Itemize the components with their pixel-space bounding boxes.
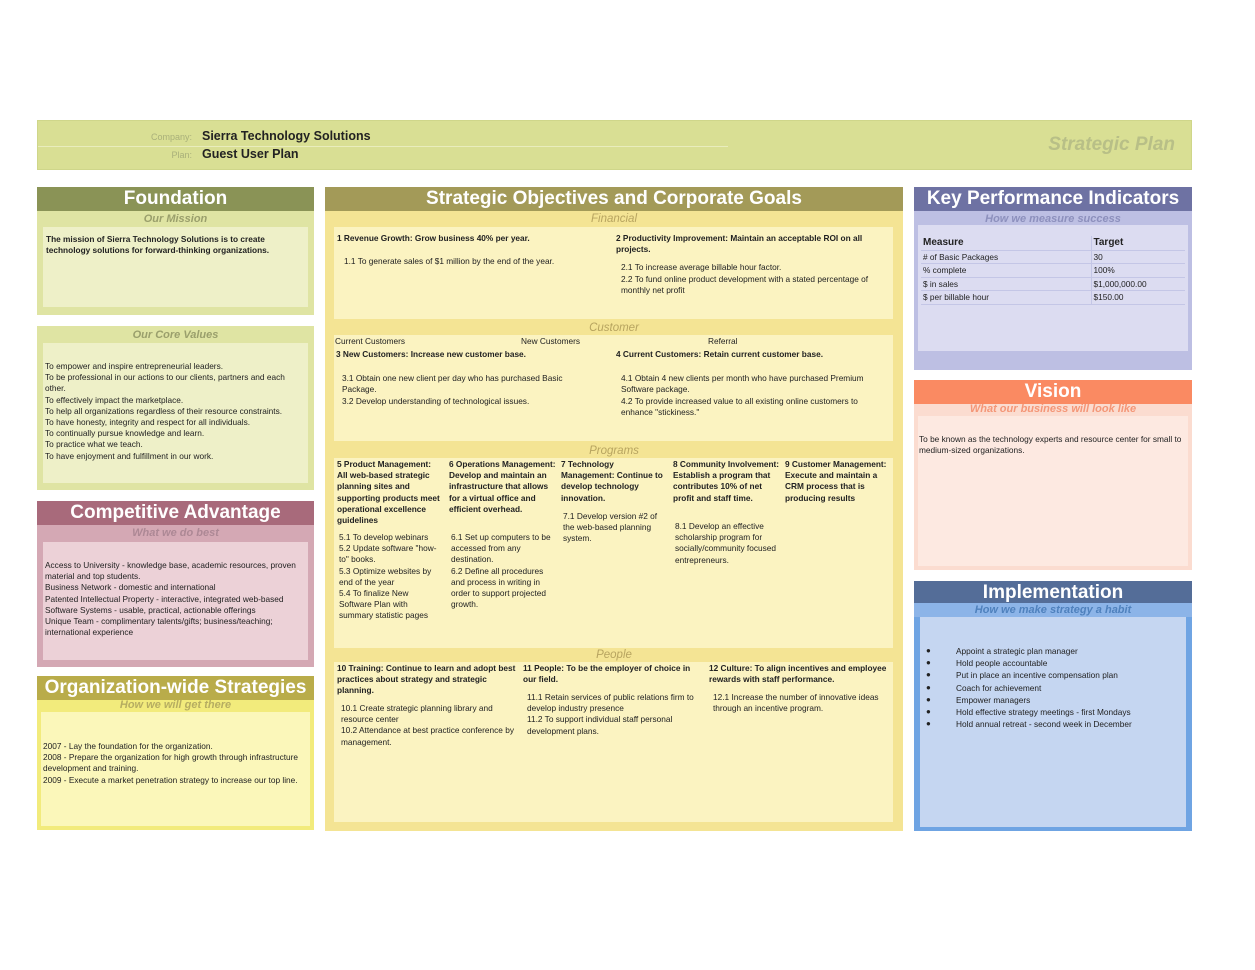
list-item bbox=[920, 669, 1186, 681]
plan-header bbox=[37, 120, 1192, 170]
goal-item: 5.4 To finalize New Software Plan with summary statistic pages bbox=[339, 588, 428, 621]
list-item bbox=[920, 694, 1186, 706]
strategic-objectives-panel bbox=[325, 187, 903, 831]
bullet-icon: ● bbox=[926, 707, 931, 717]
advantage-item: Unique Team - complimentary talents/gifts; business/teaching; international experience bbox=[45, 616, 273, 638]
core-values-box[interactable] bbox=[43, 343, 308, 483]
goal-4 bbox=[616, 349, 888, 418]
list-item bbox=[920, 645, 1186, 657]
goal-title: 10 Training: Continue to learn and adopt best practices about strategy and strategic planning. bbox=[337, 663, 516, 696]
company-label: Company: bbox=[150, 132, 192, 142]
bullet-icon: ● bbox=[926, 646, 931, 655]
goal-item: 11.2 To support individual staff personal development plans. bbox=[527, 714, 673, 736]
vision-title: Vision bbox=[914, 380, 1192, 404]
goal-item: 4.1 Obtain 4 new clients per month who have purchased Premium Software package. bbox=[621, 373, 864, 395]
competitive-advantage-title: Competitive Advantage bbox=[37, 501, 314, 525]
implementation-list bbox=[920, 645, 1186, 730]
goal-item: 12.1 Increase the number of innovative ideas through an incentive program. bbox=[713, 692, 879, 714]
customer-col-new: New Customers bbox=[521, 336, 581, 346]
goal-item: 2.2 To fund online product development with a stated percentage of monthly net profit bbox=[621, 273, 869, 295]
kpi-measure: $ per billable hour bbox=[921, 291, 1091, 305]
goal-2 bbox=[616, 233, 888, 296]
goal-title: 1 Revenue Growth: Grow business 40% per year. bbox=[337, 233, 530, 243]
list-item bbox=[920, 706, 1186, 718]
vision-panel bbox=[914, 380, 1192, 570]
kpi-target: 100% bbox=[1091, 264, 1185, 278]
kpi-measure: $ in sales bbox=[921, 277, 1091, 291]
kpi-title: Key Performance Indicators bbox=[914, 187, 1192, 211]
goal-title: 8 Community Involvement: Establish a program that contributes 10% of net profit and staff time. bbox=[673, 459, 780, 503]
core-value-item: To be professional in our actions to our clients, partners and each other. bbox=[45, 372, 285, 394]
goal-item: 11.1 Retain services of public relations firm to develop industry presence bbox=[527, 692, 694, 714]
goal-item: 7.1 Develop version #2 of the web-based planning system. bbox=[563, 511, 658, 544]
goal-9 bbox=[785, 459, 893, 504]
org-strategies-box[interactable] bbox=[41, 712, 310, 826]
goal-item: 6.1 Set up computers to be accessed from any destination. bbox=[451, 532, 551, 565]
goal-item: 3.1 Obtain one new client per day who has purchased Basic Package. bbox=[342, 373, 563, 395]
goal-item: 6.2 Define all procedures and process in writing in order to support projected growth. bbox=[451, 565, 547, 610]
goal-item: 10.2 Attendance at best practice conference by management. bbox=[341, 725, 514, 747]
kpi-panel bbox=[914, 187, 1192, 370]
goal-8 bbox=[673, 459, 781, 566]
kpi-subtitle: How we measure success bbox=[985, 213, 1121, 225]
core-value-item: To effectively impact the marketplace. bbox=[45, 394, 184, 405]
core-value-item: To help all organizations regardless of their resource constraints. bbox=[45, 405, 283, 416]
plan-value[interactable]: Guest User Plan bbox=[202, 147, 299, 161]
foundation-title: Foundation bbox=[37, 187, 314, 211]
strategy-item: 2008 - Prepare the organization for high growth through infrastructure development and training. bbox=[43, 752, 299, 774]
goal-title: 6 Operations Management: Develop and maintain an infrastructure that allows for a virtual office and efficient overhead. bbox=[449, 459, 556, 514]
goal-title: 12 Culture: To align incentives and employee rewards with staff performance. bbox=[709, 663, 887, 685]
advantage-item: Business Network - domestic and international bbox=[45, 582, 216, 593]
list-item-text: Hold effective strategy meetings - first Mondays bbox=[956, 707, 1131, 718]
vision-subtitle: What our business will look like bbox=[969, 403, 1137, 415]
implementation-title: Implementation bbox=[914, 581, 1192, 605]
goal-item: 3.2 Develop understanding of technological issues. bbox=[342, 395, 530, 406]
kpi-col-target: Target bbox=[1091, 236, 1185, 250]
goal-10 bbox=[337, 663, 517, 748]
list-item bbox=[920, 657, 1186, 669]
org-strategies-panel bbox=[37, 676, 314, 830]
list-item-text: Appoint a strategic plan manager bbox=[956, 646, 1078, 656]
goal-5 bbox=[337, 459, 443, 622]
competitive-advantage-subtitle: What we do best bbox=[132, 527, 219, 539]
goal-title: 5 Product Management: All web-based strategic planning sites and supporting products meet operational excellence guidelines bbox=[337, 459, 440, 526]
list-item-text: Put in place an incentive compensation plan bbox=[956, 670, 1118, 681]
core-value-item: To practice what we teach. bbox=[45, 439, 143, 450]
goal-item: 1.1 To generate sales of $1 million by the end of the year. bbox=[344, 256, 555, 267]
mission-label: Our Mission bbox=[143, 213, 208, 225]
table-row[interactable] bbox=[921, 291, 1185, 305]
goal-title: 4 Current Customers: Retain current customer base. bbox=[616, 349, 824, 359]
goal-title: 3 New Customers: Increase new customer base. bbox=[336, 349, 526, 359]
programs-box[interactable] bbox=[334, 458, 893, 648]
strategic-objectives-title: Strategic Objectives and Corporate Goals bbox=[325, 187, 903, 211]
strategy-item: 2007 - Lay the foundation for the organization. bbox=[43, 741, 213, 751]
mission-text: The mission of Sierra Technology Solutions is to create technology solutions for forward-thinking organizations. bbox=[46, 234, 270, 256]
org-strategies-subtitle: How we will get there bbox=[119, 699, 232, 711]
kpi-col-measure: Measure bbox=[921, 236, 1091, 250]
implementation-box[interactable] bbox=[920, 617, 1186, 827]
mission-box[interactable] bbox=[43, 227, 308, 307]
foundation-panel bbox=[37, 187, 314, 315]
goal-title: 2 Productivity Improvement: Maintain an acceptable ROI on all projects. bbox=[616, 233, 863, 255]
competitive-advantage-panel bbox=[37, 501, 314, 667]
bullet-icon: ● bbox=[926, 719, 931, 729]
core-value-item: To empower and inspire entrepreneurial leaders. bbox=[45, 361, 224, 371]
page-title: Strategic Plan bbox=[1048, 134, 1175, 155]
customer-label: Customer bbox=[589, 322, 639, 334]
goal-title: 7 Technology Management: Continue to develop technology innovation. bbox=[561, 459, 663, 503]
kpi-target: $1,000,000.00 bbox=[1091, 277, 1185, 291]
goal-item: 10.1 Create strategic planning library and resource center bbox=[341, 703, 493, 725]
kpi-box[interactable] bbox=[918, 225, 1188, 351]
goal-12 bbox=[709, 663, 891, 714]
goal-item: 2.1 To increase average billable hour factor. bbox=[621, 262, 782, 273]
customer-col-current: Current Customers bbox=[335, 336, 406, 346]
advantage-item: Patented Intellectual Property - interactive, integrated web-based Software Systems - usable, practical, actionable offerings bbox=[45, 593, 284, 615]
list-item-text: Coach for achievement bbox=[956, 682, 1042, 693]
bullet-icon: ● bbox=[926, 694, 931, 704]
strategy-item: 2009 - Execute a market penetration strategy to increase our top line. bbox=[43, 774, 298, 785]
core-value-item: To have honesty, integrity and respect for all individuals. bbox=[45, 417, 251, 428]
goal-item: 5.3 Optimize websites by end of the year bbox=[339, 565, 432, 587]
financial-label: Financial bbox=[590, 213, 638, 225]
goal-1 bbox=[337, 233, 607, 267]
people-label: People bbox=[596, 649, 632, 661]
kpi-header-row bbox=[921, 236, 1185, 250]
advantage-item: Access to University - knowledge base, academic resources, proven material and top students. bbox=[45, 560, 296, 582]
goal-item: 8.1 Develop an effective scholarship program for socially/community focused entrepreneurs. bbox=[675, 521, 776, 565]
people-box[interactable] bbox=[334, 662, 893, 822]
list-item-text: Empower managers bbox=[956, 694, 1031, 705]
plan-label: Plan: bbox=[171, 150, 192, 160]
list-item bbox=[920, 682, 1186, 694]
kpi-table bbox=[921, 236, 1185, 305]
core-value-item: To have enjoyment and fulfillment in our work. bbox=[45, 450, 214, 461]
bullet-icon: ● bbox=[926, 682, 931, 692]
goal-7 bbox=[561, 459, 669, 545]
goal-3 bbox=[336, 349, 608, 407]
bullet-icon: ● bbox=[926, 670, 931, 680]
goal-11 bbox=[523, 663, 705, 737]
kpi-measure: % complete bbox=[921, 264, 1091, 278]
competitive-advantage-box[interactable] bbox=[43, 542, 308, 660]
implementation-panel bbox=[914, 581, 1192, 831]
financial-box[interactable] bbox=[334, 227, 893, 319]
vision-text: To be known as the technology experts and resource center for small to medium-sized organizations. bbox=[919, 434, 1182, 456]
implementation-subtitle: How we make strategy a habit bbox=[914, 603, 1192, 617]
goal-item: 5.1 To develop webinars bbox=[339, 532, 429, 542]
list-item bbox=[920, 718, 1186, 730]
list-item-text: Hold people accountable bbox=[956, 658, 1048, 669]
core-values-panel bbox=[37, 326, 314, 490]
org-strategies-title: Organization-wide Strategies bbox=[37, 676, 314, 700]
goal-item: 4.2 To provide increased value to all existing online customers to enhance "stickiness." bbox=[621, 395, 858, 417]
vision-box[interactable] bbox=[918, 416, 1188, 566]
customer-box[interactable] bbox=[334, 335, 893, 441]
list-item-text: Hold annual retreat - second week in December bbox=[956, 719, 1132, 730]
goal-6 bbox=[449, 459, 556, 610]
bullet-icon: ● bbox=[926, 658, 931, 668]
company-value[interactable]: Sierra Technology Solutions bbox=[202, 129, 371, 143]
customer-col-referral: Referral bbox=[708, 336, 738, 346]
core-values-label: Our Core Values bbox=[132, 329, 219, 341]
table-row[interactable] bbox=[921, 264, 1185, 278]
kpi-target: $150.00 bbox=[1091, 291, 1185, 305]
goal-title: 11 People: To be the employer of choice in our field. bbox=[523, 663, 691, 685]
kpi-target: 30 bbox=[1091, 250, 1185, 264]
plan-row bbox=[38, 143, 728, 165]
table-row[interactable] bbox=[921, 277, 1185, 291]
goal-item: 5.2 Update software "how-to" books. bbox=[339, 543, 437, 565]
table-row[interactable] bbox=[921, 250, 1185, 264]
core-value-item: To continually pursue knowledge and learn. bbox=[45, 428, 205, 439]
goal-title: 9 Customer Management: Execute and maintain a CRM process that is producing results bbox=[785, 459, 887, 503]
programs-label: Programs bbox=[589, 445, 639, 457]
kpi-measure: # of Basic Packages bbox=[921, 250, 1091, 264]
